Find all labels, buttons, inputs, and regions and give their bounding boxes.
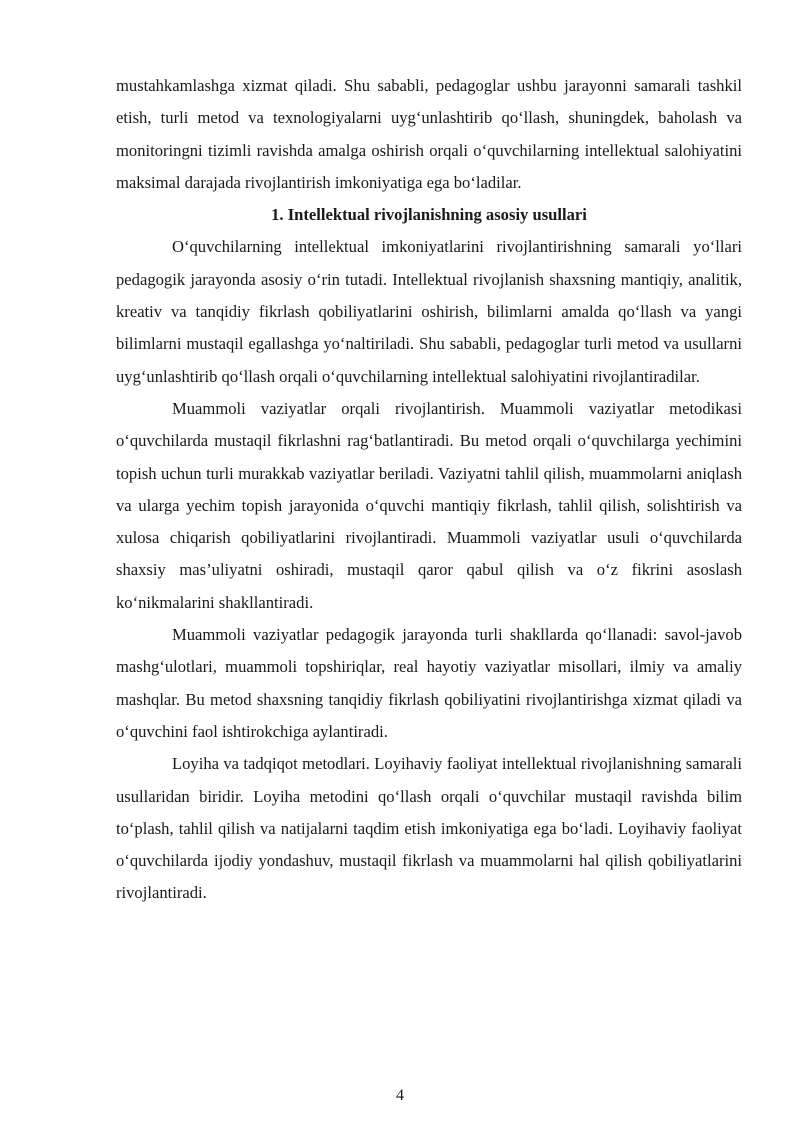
paragraph-intro: O‘quvchilarning intellektual imkoniyatlarini rivojlantirishning samarali yo‘llari pedagogik jarayonda asosiy o‘rin tutadi. Intellektual rivojlanish shaxsning mantiqiy, analitik, kreativ va tanqidiy fikrlash qobiliyatlarini oshirish, bilimlarni amalda qo‘llash va yangi bilimlarni mustaqil egallashga yo‘naltiriladi. Shu sababli, pedagoglar turli metod va usullarni uyg‘unlashtirib qo‘llash orqali o‘quvchilarning intellektual salohiyatini rivojlantiradilar. xyxy=(116,237,742,386)
section-heading: 1. Intellektual rivojlanishning asosiy usullari xyxy=(271,205,587,225)
paragraph-problem-forms: Muammoli vaziyatlar pedagogik jarayonda turli shakllarda qo‘llanadi: savol-javob mashg‘ulotlari, muammoli topshiriqlar, real hayotiy vaziyatlar misollari, ilmiy va amaliy mashqlar. Bu metod shaxsning tanqidiy fikrlash qobiliyatini rivojlantirishga xizmat qiladi va o‘quvchini faol ishtirokchiga aylantiradi. xyxy=(116,625,742,741)
paragraph-continuation: mustahkamlashga xizmat qiladi. Shu sababli, pedagoglar ushbu jarayonni samarali tashkil etish, turli metod va texnologiyalarni uyg‘unlashtirib qo‘llash, shuningdek, baholash va monitoringni tizimli ravishda amalga oshirish orqali o‘quvchilarning intellektual salohiyatini maksimal darajada rivojlantirish imkoniyatiga ega bo‘ladilar. xyxy=(116,76,742,192)
document-page xyxy=(116,70,742,910)
paragraph-project-methods: Loyiha va tadqiqot metodlari. Loyihaviy faoliyat intellektual rivojlanishning samarali usullaridan biridir. Loyiha metodini qo‘llash orqali o‘quvchilar mustaqil ravishda bilim to‘plash, tahlil qilish va natijalarni taqdim etish imkoniyatiga ega bo‘ladi. Loyihaviy faoliyat o‘quvchilarda ijodiy yondashuv, mustaqil fikrlash va muammolarni hal qilish qobiliyatlarini rivojlantiradi. xyxy=(116,754,742,903)
paragraph-problem-situations: Muammoli vaziyatlar orqali rivojlantirish. Muammoli vaziyatlar metodikasi o‘quvchilarda mustaqil fikrlashni rag‘batlantiradi. Bu metod orqali o‘quvchilarga yechimini topish uchun turli murakkab vaziyatlar beriladi. Vaziyatni tahlil qilish, muammolarni aniqlash va ularga yechim topish jarayonida o‘quvchi mantiqiy fikrlash, tahlil qilish, solishtirish va xulosa chiqarish qobiliyatlarini rivojlantiradi. Muammoli vaziyatlar usuli o‘quvchilarda shaxsiy mas’uliyatni oshiradi, mustaqil qaror qabul qilish va o‘z fikrini asoslash ko‘nikmalarini shakllantiradi. xyxy=(116,398,742,612)
page-number: 4 xyxy=(396,1087,404,1104)
